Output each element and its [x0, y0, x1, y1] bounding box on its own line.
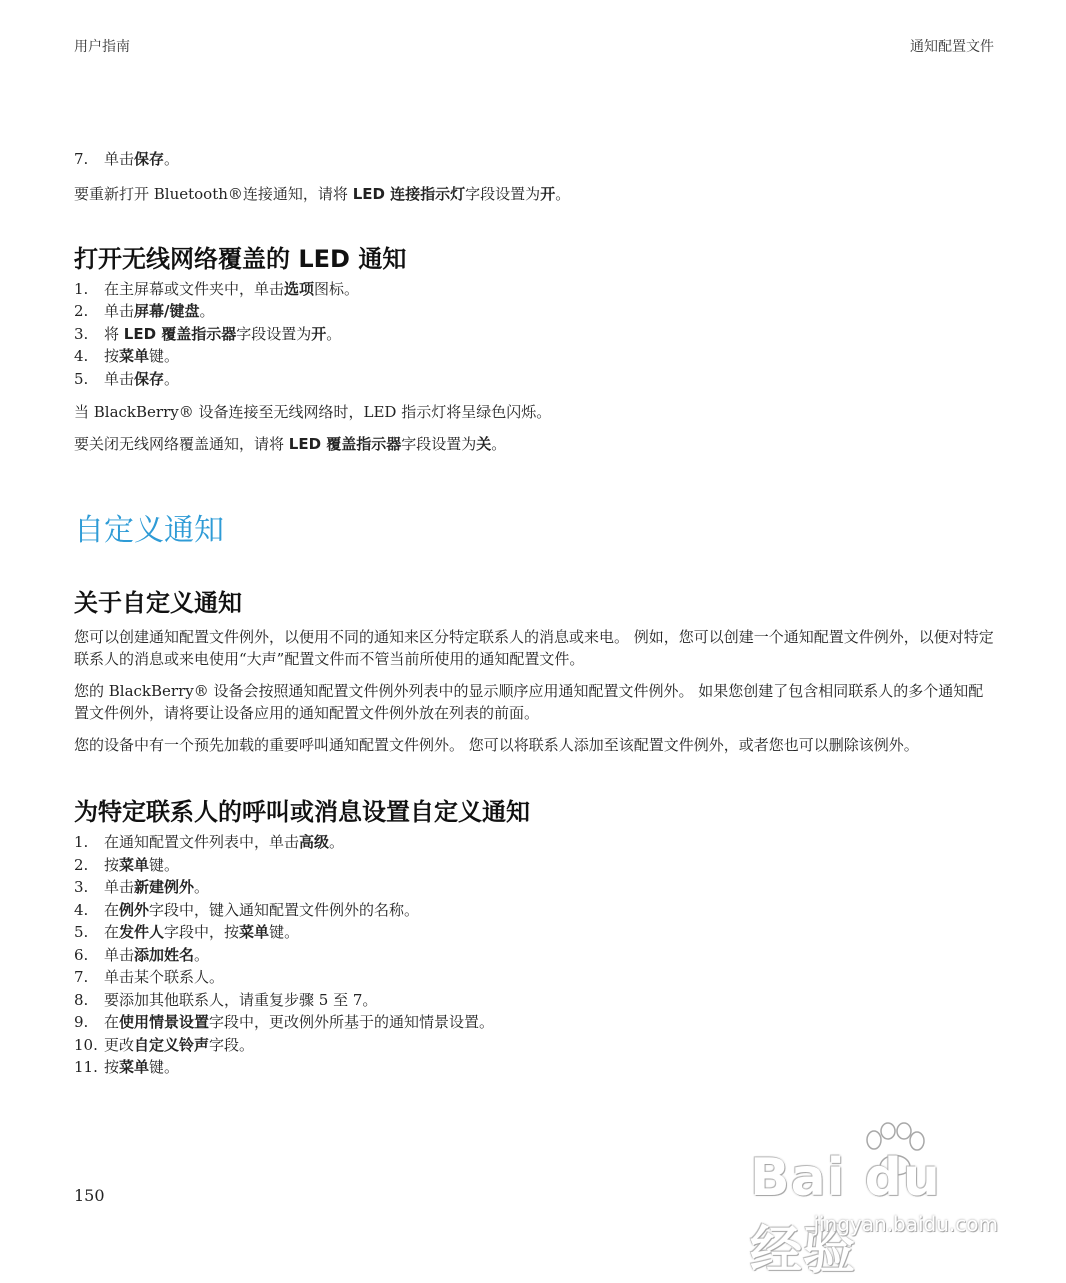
intro-step-list — [74, 148, 994, 171]
list-item: 11. 按菜单键。 — [74, 1058, 180, 1076]
list-item: 5. 单击保存。 — [74, 369, 180, 388]
list-item: 5. 在发件人字段中，按菜单键。 — [74, 923, 300, 941]
list-item: 1. 在主屏幕或文件夹中，单击选项图标。 — [74, 279, 360, 298]
list-item: 3. 将 LED 覆盖指示器字段设置为开。 — [74, 324, 342, 343]
list-item: 7. 单击某个联系人。 — [74, 968, 225, 986]
baidu-watermark — [750, 1120, 1000, 1281]
list-item: 4. 按菜单键。 — [74, 347, 180, 365]
list-item: 2. 按菜单键。 — [74, 855, 180, 874]
led-step-list — [74, 278, 994, 391]
custom-step-list — [74, 831, 994, 1079]
list-item: 4. 在例外字段中，键入通知配置文件例外的名称。 — [74, 900, 420, 919]
about-paragraph-2: 您的 BlackBerry® 设备会按照通知配置文件例外列表中的显示顺序应用通知配置文件例外。 如果您创建了包含相同联系人的多个通知配置文件例外，请将要让设备应用的通知配置文件例外放在列表的前面。 — [74, 682, 984, 722]
list-item: 7. 单击保存。 — [74, 150, 180, 168]
list-item: 8. 要添加其他联系人，请重复步骤 5 至 7。 — [74, 990, 378, 1009]
page-content — [74, 148, 994, 1079]
list-item: 6. 单击添加姓名。 — [74, 945, 210, 964]
chapter-title: 自定义通知 — [74, 513, 224, 548]
about-paragraph-3: 您的设备中有一个预先加载的重要呼叫通知配置文件例外。 您可以将联系人添加至该配置文件例外，或者您也可以删除该例外。 — [74, 736, 919, 754]
list-item: 3. 单击新建例外。 — [74, 878, 210, 896]
led-note: 当 BlackBerry® 设备连接至无线网络时，LED 指示灯将呈绿色闪烁。 — [74, 403, 552, 421]
running-header-right: 通知配置文件 — [910, 39, 994, 55]
reenable-bluetooth-note: 要重新打开 Bluetooth®连接通知，请将 LED 连接指示灯字段设置为开。 — [74, 184, 571, 203]
page-number: 150 — [74, 1186, 105, 1205]
list-item: 10. 更改自定义铃声字段。 — [74, 1035, 255, 1054]
section-title-custom: 为特定联系人的呼叫或消息设置自定义通知 — [74, 798, 530, 826]
running-header-left: 用户指南 — [74, 39, 130, 55]
watermark-url: jingyan.baidu.com — [813, 1212, 998, 1236]
list-item: 9. 在使用情景设置字段中，更改例外所基于的通知情景设置。 — [74, 1013, 495, 1031]
list-item: 1. 在通知配置文件列表中，单击高级。 — [74, 833, 345, 851]
section-title-led: 打开无线网络覆盖的 LED 通知 — [74, 244, 407, 273]
section-title-about: 关于自定义通知 — [74, 589, 242, 617]
about-paragraph-1: 您可以创建通知配置文件例外，以便用不同的通知来区分特定联系人的消息或来电。 例如，您可以创建一个通知配置文件例外，以便对特定联系人的消息或来电使用“大声”配置文件而不管当前所使用的通知配置文件。 — [74, 628, 994, 668]
led-off-note: 要关闭无线网络覆盖通知，请将 LED 覆盖指示器字段设置为关。 — [74, 435, 507, 453]
watermark-main-text: Bai du 经验 — [750, 1148, 941, 1281]
list-item: 2. 单击屏幕/键盘。 — [74, 302, 215, 320]
